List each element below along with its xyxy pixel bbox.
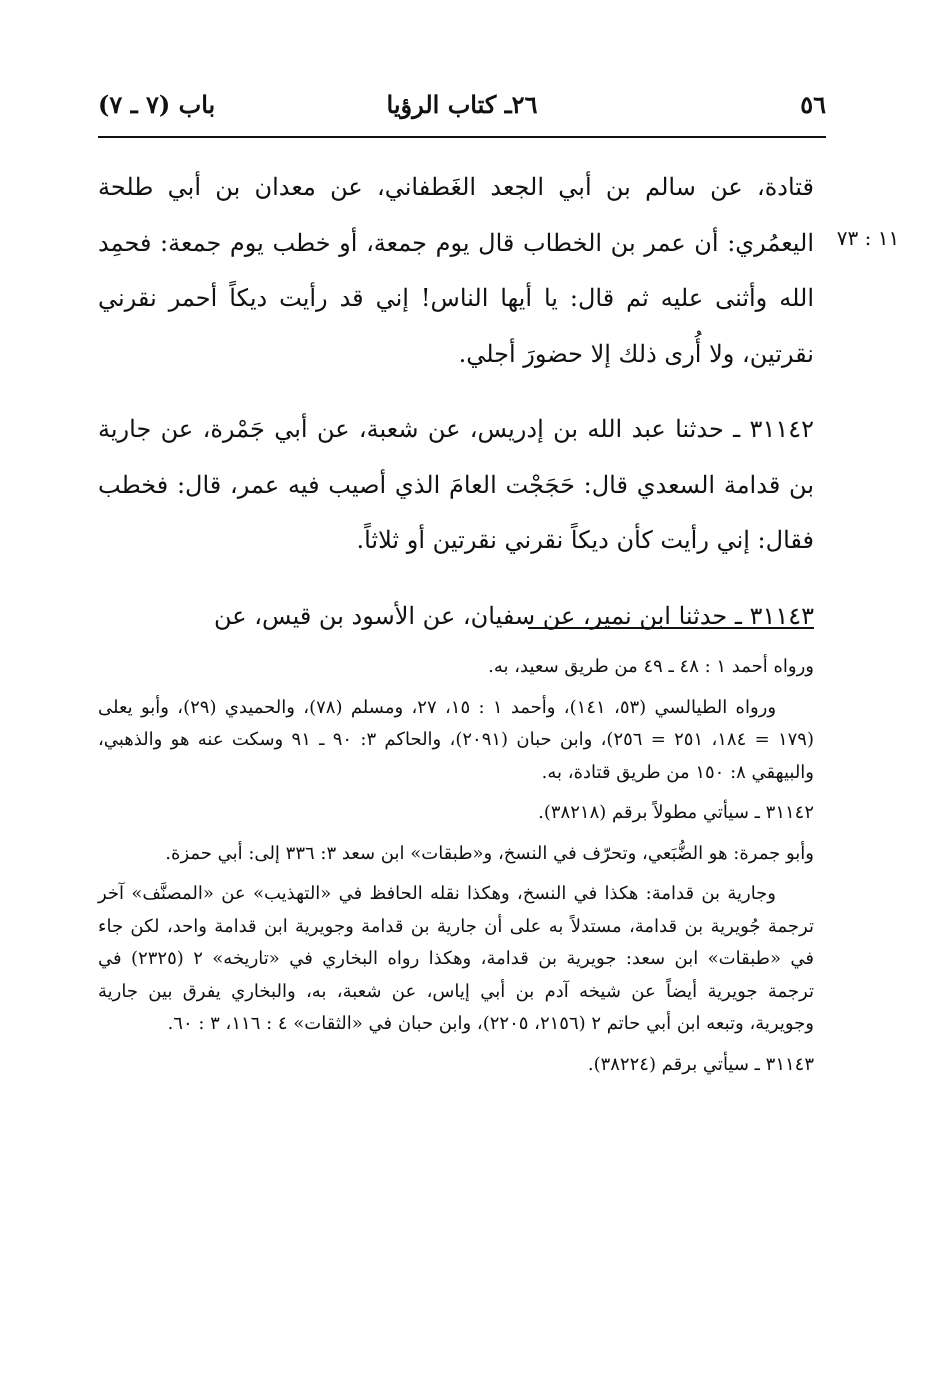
- main-paragraph: ٣١١٤٣ ـ حدثنا ابن نمير، عن سفيان، عن الأسود بن قيس، عن: [214, 601, 814, 630]
- footnote: وأبو جمرة: هو الضُّبَعي، وتحرّف في النسخ، و«طبقات» ابن سعد ٣: ٣٣٦ إلى: أبي حمزة.: [165, 842, 814, 864]
- footnote-divider: [528, 627, 814, 629]
- main-paragraph: ٣١١٤٢ ـ حدثنا عبد الله بن إدريس، عن شعبة، عن أبي جَمْرة، عن جارية بن قدامة السعدي قال: حَجَجْت العامَ الذي أصيب فيه عمر، قال: فخطب فقال: إني رأيت كأن ديكاً نقرني نقرتين أو ثلاثاً.: [98, 415, 814, 554]
- section-label: باب (٧ ـ ٧): [98, 90, 216, 119]
- footnotes: [98, 651, 814, 1089]
- margin-reference: ١١ : ٧٣: [836, 226, 900, 250]
- footnote: ٣١١٤٣ ـ سيأتي برقم (٣٨٢٢٤).: [587, 1053, 814, 1075]
- main-paragraph: قتادة، عن سالم بن أبي الجعد الغَطفاني، عن معدان بن أبي طلحة اليعمُري: أن عمر بن الخطاب قال يوم جمعة، أو خطب يوم جمعة: فحمِد الله وأثنى عليه ثم قال: يا أيها الناس! إني قد رأيت ديكاً أحمر نقرني نقرتين، ولا أُرى ذلك إلا حضورَ أجلي.: [98, 173, 814, 368]
- footnote: ٣١١٤٢ ـ سيأتي مطولاً برقم (٣٨٢١٨).: [538, 802, 814, 823]
- footnote: ورواه أحمد ١ : ٤٨ ـ ٤٩ من طريق سعيد، به.: [488, 656, 814, 677]
- chapter-title: ٢٦ـ كتاب الرؤيا: [386, 90, 538, 119]
- header-divider: [98, 136, 826, 138]
- running-header: [98, 86, 826, 126]
- main-text: [98, 160, 814, 664]
- page-number: ٥٦: [800, 90, 826, 119]
- footnote: وجارية بن قدامة: هكذا في النسخ، وهكذا نقله الحافظ في «التهذيب» عن «المصنَّف» آخر ترجمة جُويرية بن قدامة، مستدلاً به على أن جارية بن قدامة وجويرية ابن قدامة واحد، لكن جاء في «طبقات» ابن سعد: جويرية بن قدامة، وهكذا رواه البخاري في «تاريخه» ٢ (٢٣٢٥) في ترجمة جويرية أيضاً عن شيخه آدم بن أبي إياس، عن شعبة، به، والبخاري يفرق بين جارية وجويرية، وتبعه ابن أبي حاتم ٢ (٢١٥٦، ٢٢٠٥)، وابن حبان في «الثقات» ٤ : ١١٦، ٣ : ٦٠.: [98, 883, 815, 1034]
- footnote: ورواه الطيالسي (٥٣، ١٤١)، وأحمد ١ : ١٥، ٢٧، ومسلم (٧٨)، والحميدي (٢٩)، وأبو يعلى (١٧٩ = ١٨٤، ٢٥١ = ٢٥٦)، وابن حبان (٢٠٩١)، والحاكم ٣: ٩٠ ـ ٩١ وسكت عنه هو والذهبي، والبيهقي ٨: ١٥٠ من طريق قتادة، به.: [98, 696, 814, 783]
